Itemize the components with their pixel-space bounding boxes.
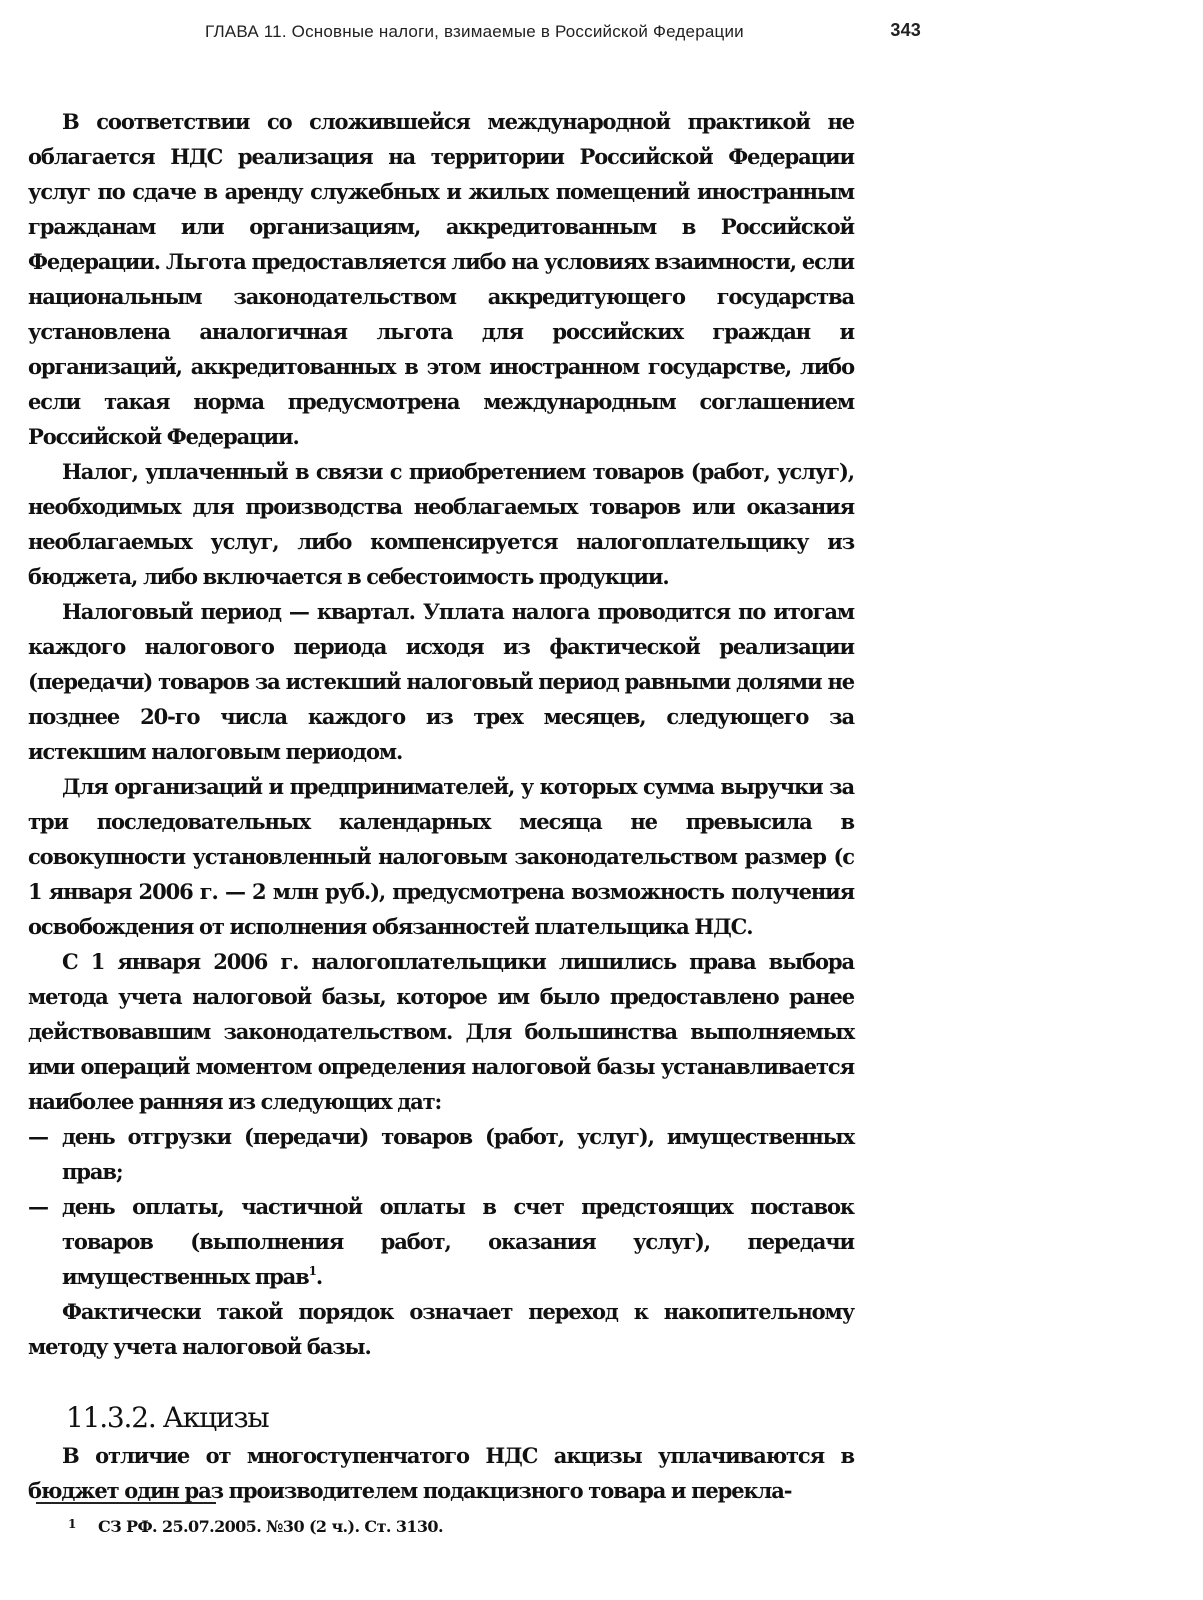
list-item	[28, 1189, 854, 1294]
footnote-reference[interactable]: 1	[308, 1264, 316, 1278]
page-number: 343	[890, 20, 921, 40]
dash-marker: —	[28, 1124, 48, 1149]
running-header	[205, 20, 921, 46]
dates-list	[28, 1119, 854, 1294]
main-text	[28, 104, 854, 1508]
paragraph-tax-period: Налоговый период — квартал. Уплата налога проводится по итогам каждого налогового периода исходя из фактической реализации (передачи) товаров за истекший налоговый период равными долями не позднее 20-го числа каждого из трех месяцев, следующего за истекшим налоговым периодом.	[28, 599, 854, 764]
list-item	[28, 1119, 854, 1189]
footnote-mark: 1	[68, 1517, 76, 1531]
section-heading: 11.3.2. Акцизы	[66, 1401, 269, 1434]
dash-marker: —	[28, 1194, 48, 1219]
paragraph-accounting-method: С 1 января 2006 г. налогоплательщики лишились права выбора метода учета налоговой базы, которое им было предоставлено ранее действовавшим законодательством. Для большинства выполняемых ими операций моментом определения налоговой базы устанавливается наиболее ранняя из следующих дат:	[28, 949, 854, 1114]
list-item-text: день оплаты, частичной оплаты в счет предстоящих поставок товаров (выполнения работ, оказания услуг), передачи имущественных прав	[62, 1194, 854, 1289]
paragraph-exemption: В соответствии со сложившейся международной практикой не облагается НДС реализация на территории Российской Федерации услуг по сдаче в аренду служебных и жилых помещений иностранным гражданам или организациям, аккредитованным в Российской Федерации. Льгота предоставляется либо на условиях взаимности, если национальным законодательством аккредитующего государства установлена аналогичная льгота для российских граждан и организаций, аккредитованных в этом иностранном государстве, либо если такая норма предусмотрена международным соглашением Российской Федерации.	[28, 109, 854, 449]
paragraph-tax-compensation: Налог, уплаченный в связи с приобретением товаров (работ, услуг), необходимых для производства необлагаемых товаров или оказания необлагаемых услуг, либо компенсируется налогоплательщику из бюджета, либо включается в себестоимость продукции.	[28, 459, 854, 589]
paragraph-excise-intro: В отличие от многоступенчатого НДС акцизы уплачиваются в бюджет один раз производителем подакцизного товара и перекла-	[28, 1443, 854, 1503]
paragraph-conclusion: Фактически такой порядок означает переход к накопительному методу учета налоговой базы.	[28, 1299, 854, 1359]
footnote-divider	[36, 1502, 216, 1504]
list-item-tail: .	[315, 1264, 323, 1289]
chapter-title: ГЛАВА 11. Основные налоги, взимаемые в Российской Федерации	[205, 22, 744, 41]
footnote	[68, 1512, 828, 1539]
list-item-text: день отгрузки (передачи) товаров (работ, услуг), имущественных прав;	[62, 1124, 854, 1184]
paragraph-small-business: Для организаций и предпринимателей, у которых сумма выручки за три последовательных календарных месяца не превысила в совокупности установленный налоговым законодательством размер (с 1 января 2006 г. — 2 млн руб.), предусмотрена возможность получения освобождения от исполнения обязанностей плательщика НДС.	[28, 774, 854, 939]
footnote-text: СЗ РФ. 25.07.2005. №30 (2 ч.). Ст. 3130.	[98, 1517, 443, 1536]
